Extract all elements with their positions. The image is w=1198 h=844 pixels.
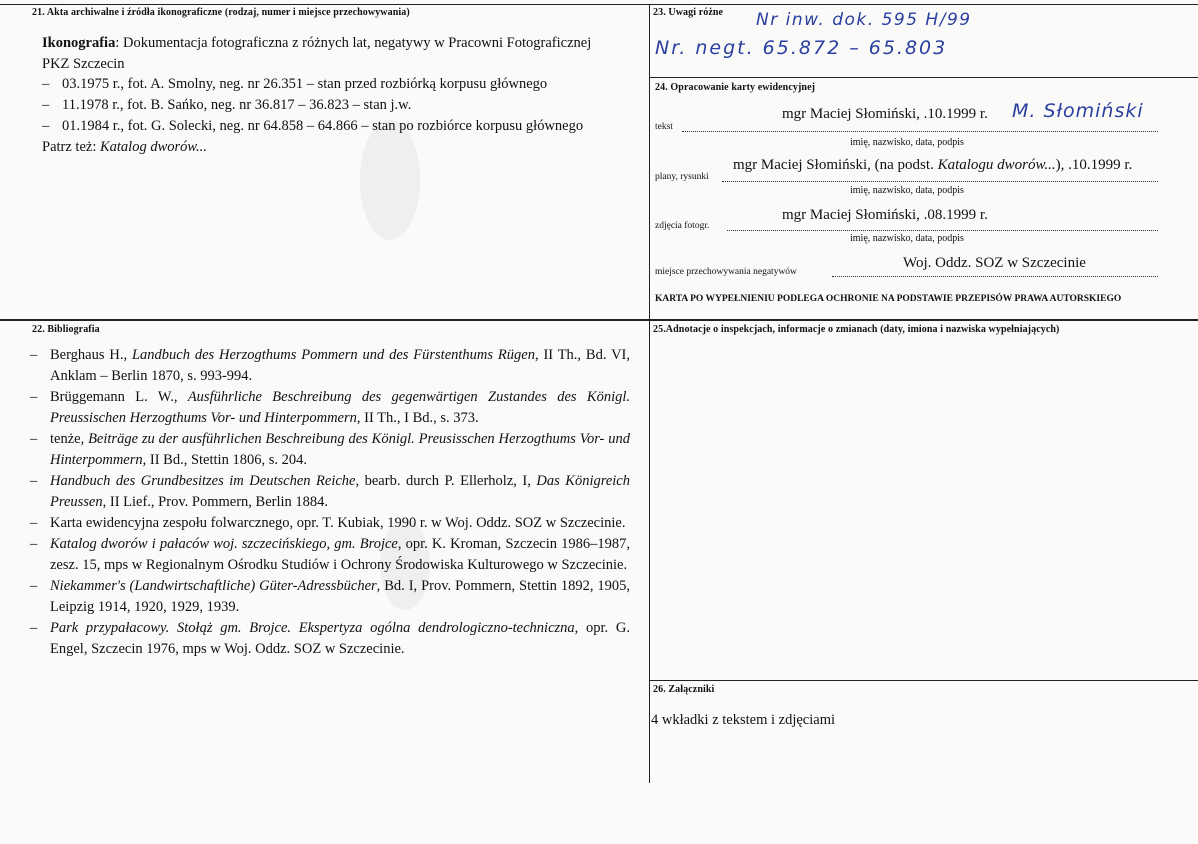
list-dash: – [30, 536, 38, 552]
bibliography-text: , II Lief., Prov. Pommern, Berlin 1884. [102, 494, 329, 510]
dotted-line [682, 131, 1158, 132]
label-storage: miejsce przechowywania negatywów [655, 267, 797, 277]
bibliography-text: tenże, [50, 431, 89, 447]
field-caption: imię, nazwisko, data, podpis [850, 233, 964, 244]
dotted-line [832, 276, 1158, 277]
label-photos: zdjęcia fotogr. [655, 221, 710, 231]
iconography-item-text: 01.1984 r., fot. G. Solecki, neg. nr 64.858 – 64.866 – stan po rozbiórce korpusu głównego [62, 118, 584, 134]
divider-23-24 [649, 77, 1198, 78]
photos-author-value: mgr Maciej Słomiński, .08.1999 r. [782, 207, 988, 223]
label-plans: plany, rysunki [655, 172, 709, 182]
bibliography-text: , Bd. I, Prov. Pommern, Stettin 1892, 1905, Leipzig 1914, 1920, 1929, 1939. [50, 578, 630, 615]
list-dash: – [42, 97, 50, 113]
see-also-prefix: Patrz też: [42, 139, 100, 155]
list-dash: – [42, 118, 50, 134]
iconography-item-text: 03.1975 r., fot. A. Smolny, neg. nr 26.351 – stan przed rozbiórką korpusu głównego [62, 76, 548, 92]
iconography-item [42, 116, 583, 137]
bibliography-item [30, 387, 630, 429]
bibliography-text: , II Th., Bd. VI, Anklam – Berlin 1870, s. 993-994. [50, 347, 631, 384]
bibliography-list [30, 345, 630, 660]
list-dash: – [42, 76, 50, 92]
iconography-title [42, 33, 591, 54]
list-dash: – [30, 389, 38, 405]
handwritten-negative-note: Nr. negt. 65.872 – 65.803 [655, 37, 948, 59]
sec21-header: 21. Akta archiwalne i źródła ikonograficzne (rodzaj, numer i miejsce przechowywania) [32, 7, 410, 18]
iconography-item [42, 95, 411, 116]
bibliography-item [30, 429, 630, 471]
bibliography-title: Ausführliche Beschreibung des gegenwärtigen Zustandes des Königl. Preussischen Herzogthums Vor- und Hinterpommern [50, 389, 631, 426]
bibliography-item [30, 576, 630, 618]
sec25-header: 25.Adnotacje o inspekcjach, informacje o zmianach (daty, imiona i nazwiska wypełniających) [653, 324, 1060, 335]
iconography-item [42, 74, 547, 95]
dotted-line [727, 230, 1158, 231]
divider-25-26 [649, 680, 1198, 681]
divider-middle [0, 319, 1198, 321]
bibliography-text: , II Bd., Stettin 1806, s. 204. [142, 452, 307, 468]
bibliography-title: Niekammer's (Landwirtschaftliche) Güter-Adressbücher [50, 578, 377, 594]
sec23-header: 23. Uwagi różne [653, 7, 724, 18]
bibliography-title: Handbuch des Grundbesitzes im Deutschen Reiche [50, 473, 356, 489]
bibliography-title: Park przypałacowy. Stołąż gm. Brojce. Ekspertyza ogólna dendrologiczno-techniczna [50, 620, 575, 636]
iconography-item-text: 11.1978 r., fot. B. Sańko, neg. nr 36.817 – 36.823 – stan j.w. [62, 97, 412, 113]
list-dash: – [30, 347, 38, 363]
bibliography-text: Karta ewidencyjna zespołu folwarcznego, opr. T. Kubiak, 1990 r. w Woj. Oddz. SOZ w Szczecinie. [50, 515, 626, 531]
bibliography-text: , opr. G. Engel, Szczecin 1976, mps w Woj. Oddz. SOZ w Szczecinie. [50, 620, 631, 657]
bibliography-title: Beiträge zu der ausführlichen Beschreibung des Königl. Preusisschen Herzogthums Vor- und Hinterpommern [50, 431, 630, 468]
handwritten-inventory-note: Nr inw. dok. 595 H/99 [756, 10, 972, 30]
bibliography-item [30, 534, 630, 576]
list-dash: – [30, 473, 38, 489]
plans-author-value [733, 157, 1132, 174]
paper-scuff [360, 120, 420, 240]
signature: M. Słomiński [1012, 100, 1144, 122]
field-caption: imię, nazwisko, data, podpis [850, 185, 964, 196]
list-dash: – [30, 431, 38, 447]
bibliography-text: Berghaus H., [50, 347, 132, 363]
bibliography-title: Katalog dworów i pałaców woj. szczecińskiego, gm. Brojce [50, 536, 398, 552]
see-also-italic: Katalog dworów... [99, 139, 207, 155]
copyright-notice: KARTA PO WYPEŁNIENIU PODLEGA OCHRONIE NA PODSTAWIE PRZEPISÓW PRAWA AUTORSKIEGO [655, 294, 1122, 304]
label-text: tekst [655, 122, 673, 132]
iconography-title-bold: Ikonografia [42, 35, 116, 51]
list-dash: – [30, 620, 38, 636]
storage-value: Woj. Oddz. SOZ w Szczecinie [903, 255, 1086, 271]
sec26-header: 26. Załączniki [653, 684, 715, 695]
plans-value-suffix: ), .10.1999 r. [1055, 157, 1133, 173]
iconography-title-rest: : Dokumentacja fotograficzna z różnych lat, negatywy w Pracowni Fotograficznej [115, 35, 592, 51]
bibliography-text: , opr. K. Kroman, Szczecin 1986–1987, zesz. 15, mps w Regionalnym Ośrodku Studiów i Ochrony Środowiska Kulturowego w Szczecinie. [50, 536, 630, 573]
field-caption: imię, nazwisko, data, podpis [850, 137, 964, 148]
sec24-header: 24. Opracowanie karty ewidencyjnej [655, 82, 816, 93]
bibliography-text: , bearb. durch P. Ellerholz, I, [355, 473, 537, 489]
bibliography-text: , II Th., I Bd., s. 373. [356, 410, 479, 426]
bibliography-item [30, 618, 630, 660]
bibliography-item [30, 345, 630, 387]
sec22-header: 22. Bibliografia [32, 324, 100, 335]
iconography-title-line2: PKZ Szczecin [42, 56, 125, 72]
text-author-value: mgr Maciej Słomiński, .10.1999 r. [782, 106, 988, 122]
dotted-line [722, 181, 1158, 182]
top-border [0, 4, 1198, 5]
see-also [42, 137, 207, 158]
list-dash: – [30, 515, 38, 531]
plans-value-prefix: mgr Maciej Słomiński, (na podst. [733, 157, 938, 173]
attachments-text: 4 wkładki z tekstem i zdjęciami [651, 712, 836, 728]
bibliography-title: Landbuch des Herzogthums Pommern und des Fürstenthums Rügen [131, 347, 535, 363]
bibliography-text: Brüggemann L. W., [50, 389, 188, 405]
plans-value-italic: Katalogu dworów... [937, 157, 1056, 173]
center-divider [649, 4, 650, 783]
list-dash: – [30, 578, 38, 594]
bibliography-item [30, 471, 630, 513]
bibliography-item [30, 513, 630, 534]
bibliography-title: Das Königreich Preussen [50, 473, 630, 510]
